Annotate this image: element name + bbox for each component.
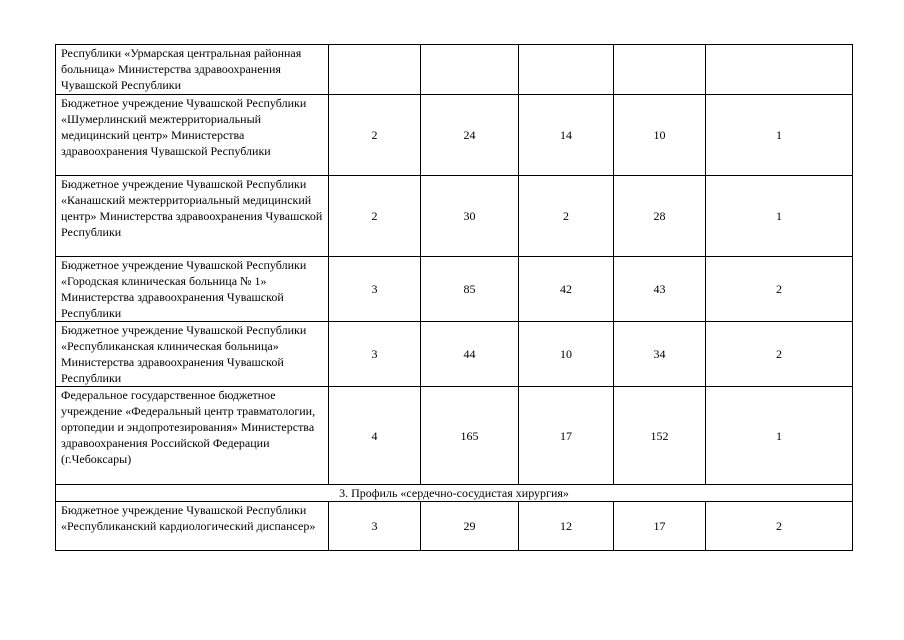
- col-1-value: 2: [329, 176, 421, 257]
- col-4-value: 17: [614, 502, 706, 551]
- col-2-value: 30: [421, 176, 519, 257]
- col-1-value: 3: [329, 502, 421, 551]
- col-2-value: 29: [421, 502, 519, 551]
- section-row: [56, 485, 853, 502]
- col-2-value: 44: [421, 322, 519, 387]
- col-5-value: 1: [706, 387, 853, 485]
- institution-name: Бюджетное учреждение Чувашской Республики «Канашский межтерриториальный медицинский центр» Министерства здравоохранения Чувашской Республики: [56, 176, 329, 257]
- col-1-value: [329, 45, 421, 95]
- col-5-value: 1: [706, 95, 853, 176]
- col-4-value: 10: [614, 95, 706, 176]
- col-4-value: 43: [614, 257, 706, 322]
- col-5-value: 2: [706, 322, 853, 387]
- col-5-value: 2: [706, 257, 853, 322]
- table-row: [56, 45, 853, 95]
- col-1-value: 2: [329, 95, 421, 176]
- institution-name: Бюджетное учреждение Чувашской Республики «Шумерлинский межтерриториальный медицинский центр» Министерства здравоохранения Чувашской Республики: [56, 95, 329, 176]
- col-3-value: [519, 45, 614, 95]
- col-4-value: 28: [614, 176, 706, 257]
- col-2-value: 85: [421, 257, 519, 322]
- col-5-value: 2: [706, 502, 853, 551]
- col-3-value: 10: [519, 322, 614, 387]
- col-3-value: 2: [519, 176, 614, 257]
- table-row: [56, 176, 853, 257]
- col-3-value: 12: [519, 502, 614, 551]
- col-3-value: 17: [519, 387, 614, 485]
- table-row: [56, 257, 853, 322]
- institution-name: Бюджетное учреждение Чувашской Республики «Городская клиническая больница № 1» Министерства здравоохранения Чувашской Республики: [56, 257, 329, 322]
- col-2-value: 165: [421, 387, 519, 485]
- institution-name: Бюджетное учреждение Чувашской Республики «Республиканская клиническая больница» Министерства здравоохранения Чувашской Республики: [56, 322, 329, 387]
- institution-name: Бюджетное учреждение Чувашской Республики «Республиканский кардиологический диспансер»: [56, 502, 329, 551]
- col-2-value: 24: [421, 95, 519, 176]
- institution-name: Федеральное государственное бюджетное учреждение «Федеральный центр травматологии, ортопедии и эндопротезирования» Министерства здравоохранения Российской Федерации (г.Чебоксары): [56, 387, 329, 485]
- table-row: [56, 502, 853, 551]
- col-4-value: 152: [614, 387, 706, 485]
- col-1-value: 4: [329, 387, 421, 485]
- col-4-value: [614, 45, 706, 95]
- col-2-value: [421, 45, 519, 95]
- table-row: [56, 95, 853, 176]
- table-row: [56, 322, 853, 387]
- hospital-table: [55, 44, 853, 551]
- col-1-value: 3: [329, 322, 421, 387]
- col-1-value: 3: [329, 257, 421, 322]
- col-3-value: 42: [519, 257, 614, 322]
- section-heading: 3. Профиль «сердечно-сосудистая хирургия»: [56, 485, 853, 502]
- col-5-value: 1: [706, 176, 853, 257]
- col-3-value: 14: [519, 95, 614, 176]
- table-row: [56, 387, 853, 485]
- col-4-value: 34: [614, 322, 706, 387]
- col-5-value: [706, 45, 853, 95]
- institution-name: Республики «Урмарская центральная районная больница» Министерства здравоохранения Чувашской Республики: [56, 45, 329, 95]
